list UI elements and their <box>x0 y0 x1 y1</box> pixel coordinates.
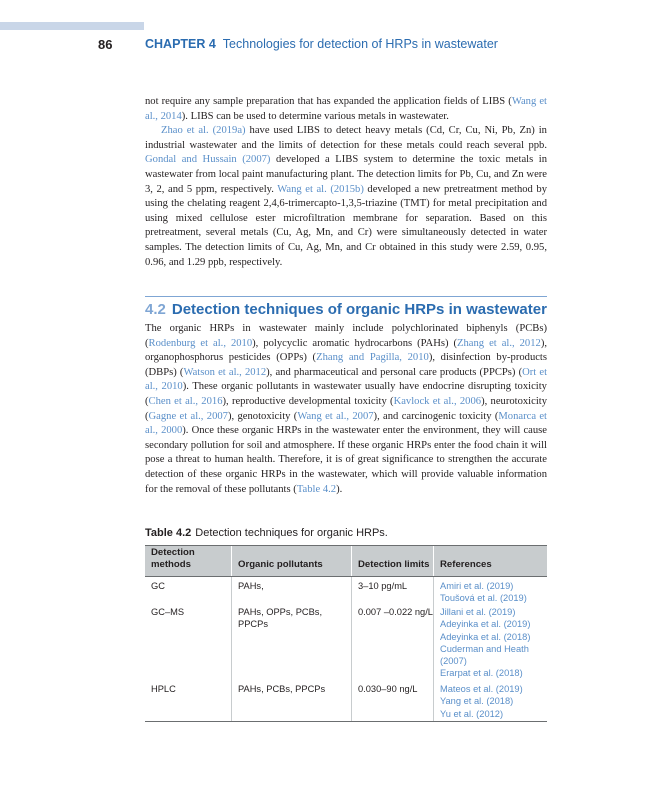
paragraph-organic-hrps: The organic HRPs in wastewater mainly include polychlorinated biphenyls (PCBs) (Rodenburg et al., 2010), polycyclic aromatic hydrocarbons (PAHs) (Zhang et al., 2012), organophosphorus pesticides (OPPs) (Zhang and Pagilla, 2010), disinfection by-products (DBPs) (Watson et al., 2012), and pharmaceutical and personal care products (PPCPs) (Ort et al., 2010). These organic pollutants in wastewater usually have endocrine disrupting toxicity (Chen et al., 2016), reproductive developmental toxicity (Kavlock et al., 2006), neurotoxicity (Gagne et al., 2007), genotoxicity (Wang et al., 2007), and carcinogenic toxicity (Monarca et al., 2000). Once these organic HRPs in the wastewater enter the environment, they will cause secondary pollution for soil and atmosphere. If these organic HRPs enter the food chain it will pose a threat to human health. Therefore, it is of great significance to strengthen the accurate detection of these organic HRPs in the wastewater, which will provide valuable information for the removal of these pollutants (Table 4.2). <box>145 323 548 495</box>
reference-link[interactable]: Jillani et al. (2019) <box>440 607 516 617</box>
citation-link[interactable]: Zhang et al., 2012 <box>457 337 541 349</box>
reference-link[interactable]: Adeyinka et al. (2018) <box>440 631 531 642</box>
reference-link[interactable]: Cuderman and Heath (2007) <box>440 643 529 667</box>
column-header: Detection methods <box>145 546 232 576</box>
table-label: Table 4.2 <box>145 527 192 539</box>
section-title: Detection techniques of organic HRPs in wastewater <box>171 301 547 318</box>
section-number: 4.2 <box>145 301 166 318</box>
references-cell <box>434 680 547 721</box>
reference-link[interactable]: Yu et al. (2012) <box>440 708 504 719</box>
detection-techniques-table <box>145 545 547 722</box>
citation-link[interactable]: Watson et al., 2012 <box>183 366 267 378</box>
table-caption <box>145 527 388 539</box>
table-header-row <box>145 545 547 577</box>
pollutants-cell: PAHs, <box>232 577 352 603</box>
table-row <box>145 577 547 603</box>
limits-cell: 0.030–90 ng/L <box>352 680 434 721</box>
reference-link[interactable]: Yang et al. (2018) <box>440 696 514 707</box>
page-number: 86 <box>98 37 113 52</box>
chapter-title <box>145 37 498 51</box>
citation-link[interactable]: Kavlock et al., 2006 <box>393 395 482 407</box>
reference-link[interactable]: Toušová et al. (2019) <box>440 593 527 604</box>
reference-link[interactable]: Amiri et al. (2019) <box>440 581 514 591</box>
column-header: Organic pollutants <box>232 546 352 576</box>
citation-link[interactable]: Gagne et al., 2007 <box>148 410 228 422</box>
references-cell <box>434 603 547 680</box>
reference-link[interactable]: Mateos et al. (2019) <box>440 684 523 694</box>
citation-link[interactable]: Monarca et al., 2000 <box>145 410 548 437</box>
section-divider <box>145 296 547 297</box>
limits-cell: 3–10 pg/mL <box>352 577 434 603</box>
citation-link[interactable]: Zhao et al. (2019a) <box>161 125 246 137</box>
table-caption-text: Detection techniques for organic HRPs. <box>195 527 388 539</box>
chapter-label: CHAPTER 4 <box>145 37 216 51</box>
limits-cell: 0.007 –0.022 ng/L <box>352 603 434 680</box>
pollutants-cell: PAHs, OPPs, PCBs, PPCPs <box>232 603 352 680</box>
column-header: References <box>440 559 492 570</box>
citation-link[interactable]: Gondal and Hussain (2007) <box>145 154 271 166</box>
citation-link[interactable]: Zhang and Pagilla, 2010 <box>316 352 429 364</box>
table-row <box>145 603 547 680</box>
reference-link[interactable]: Erarpat et al. (2018) <box>440 668 523 679</box>
top-accent-bar <box>0 22 144 30</box>
citation-link[interactable]: Chen et al., 2016 <box>148 395 223 407</box>
chapter-title-text: Technologies for detection of HRPs in wastewater <box>222 37 498 51</box>
method-cell: GC–MS <box>145 603 232 680</box>
table-row <box>145 680 547 721</box>
running-header <box>0 37 648 53</box>
table-bottom-rule <box>145 721 547 722</box>
table-reference-link[interactable]: Table 4.2 <box>296 483 337 495</box>
method-cell: HPLC <box>145 680 232 721</box>
paragraph-libs: not require any sample preparation that has expanded the application fields of LIBS (Wang et al., 2014). LIBS can be used to determine various metals in wastewater. Zhao et al. (2019a) have used LIBS to detect heavy metals (Cd, Cr, Cu, Ni, Pb, Zn) in industrial wastewater and the limits of detection for these metals could reach several ppb. Gondal and Hussain (2007) developed a LIBS system to determine the toxic metals in wastewater from local paint manufacturing plant. The detection limits for Pb, Cu, and Zn were 3, 2, and 5 ppm, respectively. Wang et al. (2015b) developed a new pretreatment method by using the chelating reagent 2,4,6-trimercapto-1,3,5-triazine (TMT) for metal precipitation and using mixed cellulose ester microfiltration membrane for separation. Based on this pretreatment, several metals (Cu, Ag, Mn, and Cr) were simultaneously detected in water samples. The detection limits of Cu, Ag, Mn, and Cr obtained in this study were 2.59, 0.95, 0.96, and 1.29 ppb, respectively. <box>145 96 548 268</box>
citation-link[interactable]: Wang et al., 2007 <box>297 410 374 422</box>
reference-link[interactable]: Adeyinka et al. (2019) <box>440 619 531 630</box>
pollutants-cell: PAHs, PCBs, PPCPs <box>232 680 352 721</box>
section-heading <box>145 301 547 318</box>
citation-link[interactable]: Rodenburg et al., 2010 <box>148 337 253 349</box>
citation-link[interactable]: Ort et al., 2010 <box>145 366 548 393</box>
references-cell <box>434 577 547 603</box>
citation-link[interactable]: Wang et al., 2014 <box>145 96 548 122</box>
citation-link[interactable]: Wang et al. (2015b) <box>277 183 364 195</box>
column-header: Detection limits <box>352 546 434 576</box>
method-cell: GC <box>145 577 232 603</box>
